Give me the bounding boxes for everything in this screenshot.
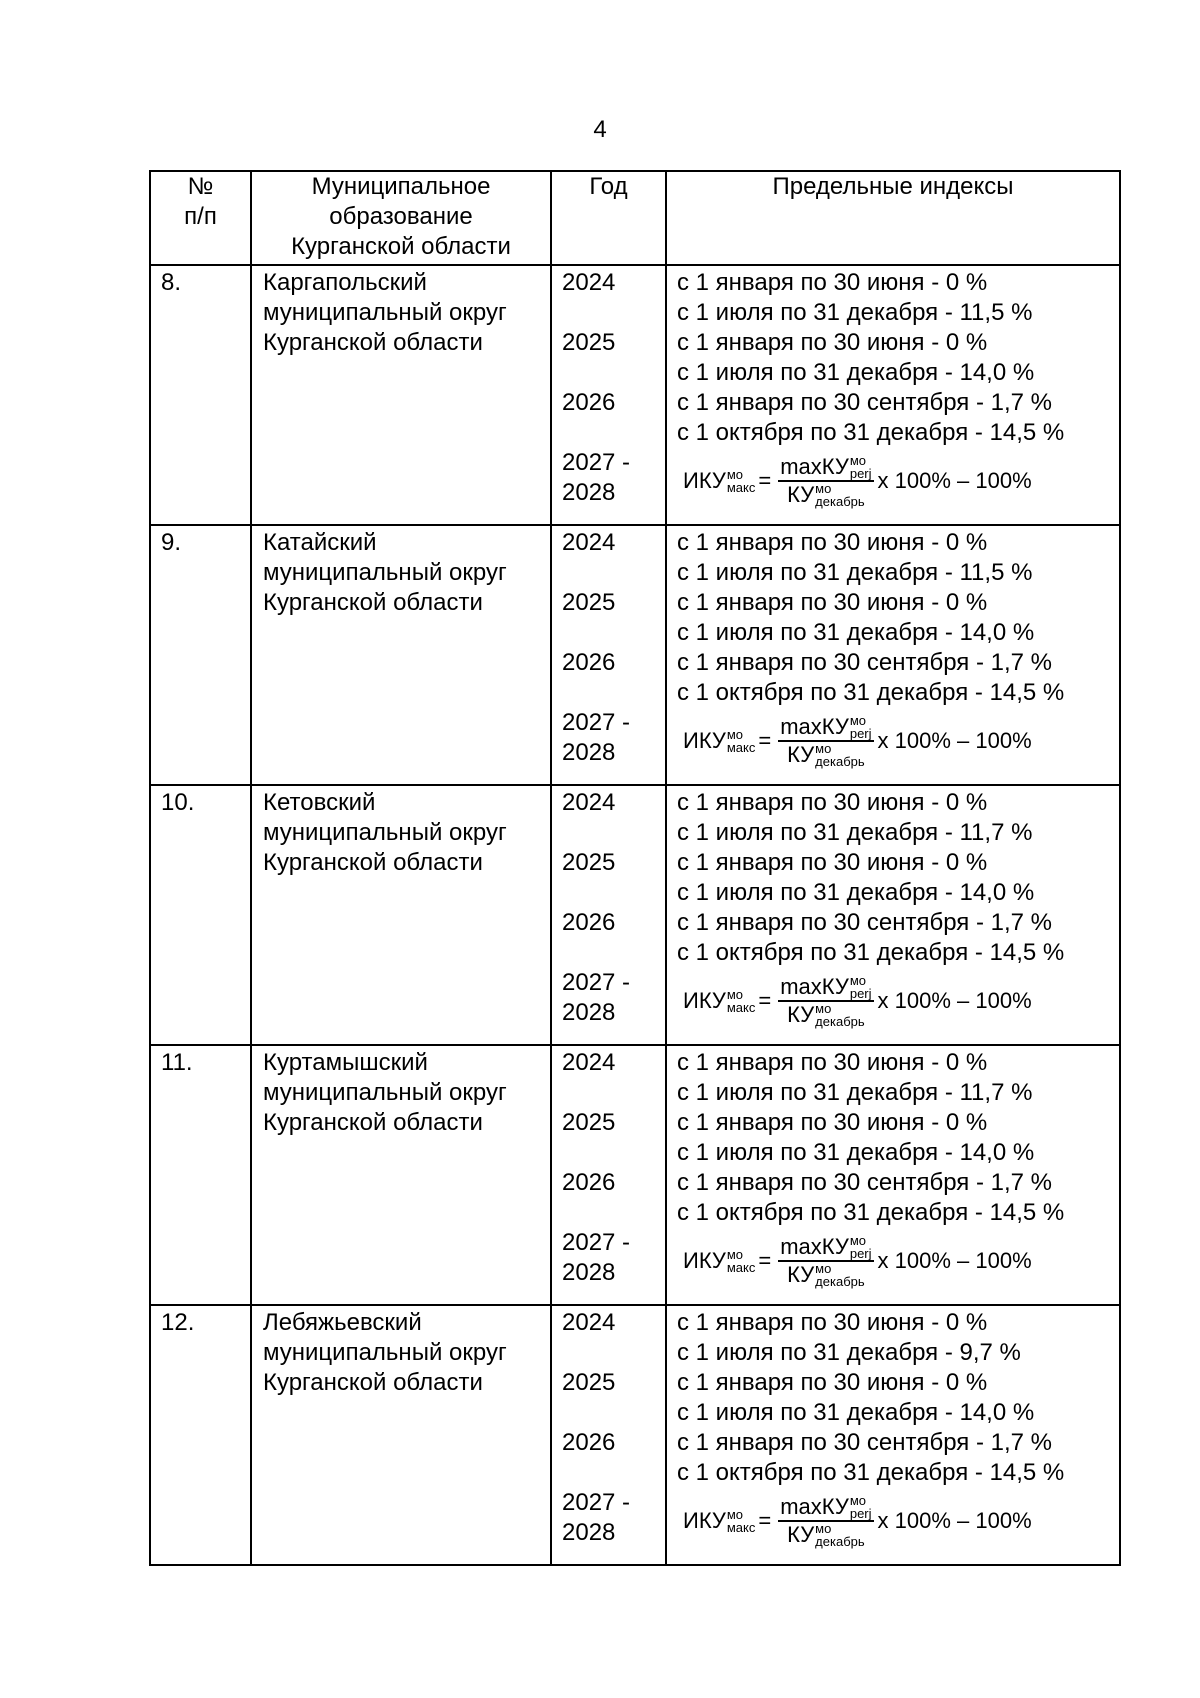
- formula-den-sup: мо: [815, 741, 832, 756]
- municipality-type: муниципальный округ: [263, 1339, 507, 1366]
- formula-num-indices: [850, 1234, 872, 1260]
- header-municipality: [251, 171, 551, 265]
- formula-den-symbol: КУ: [787, 1002, 815, 1027]
- formula-lhs-indices: [727, 728, 756, 754]
- municipality-type: муниципальный округ: [263, 559, 507, 586]
- formula-num-sup: мо: [849, 713, 867, 728]
- formula-den-sup: мо: [815, 1001, 832, 1016]
- table-row: [150, 785, 1120, 1045]
- header-num-line: п/п: [184, 203, 217, 230]
- formula-lhs-sup: мо: [726, 467, 744, 482]
- municipality-cell: [251, 265, 551, 525]
- formula-num-symbol: maxКУ: [780, 1494, 849, 1519]
- formula-den-indices: [815, 1522, 864, 1548]
- formula-lhs-symbol: ИКУ: [683, 1508, 726, 1533]
- index-value: с 1 октября по 31 декабря - 14,5 %: [677, 939, 1065, 966]
- formula-lhs: [683, 726, 755, 756]
- formula-lhs-sub: макс: [726, 1260, 756, 1275]
- year: 2025: [562, 849, 616, 876]
- municipality-cell: [251, 1305, 551, 1565]
- municipality-type: муниципальный округ: [263, 819, 507, 846]
- formula-equals: =: [758, 1508, 772, 1533]
- indices-cell: [666, 265, 1120, 525]
- formula-numerator: [778, 1234, 873, 1262]
- year-range-end: 2028: [562, 479, 616, 506]
- table-row: [150, 525, 1120, 785]
- row-number-cell: [150, 1045, 251, 1305]
- formula-den-indices: [815, 1262, 864, 1288]
- index-value: с 1 июля по 31 декабря - 11,5 %: [677, 559, 1033, 586]
- formula-den-sup: мо: [815, 481, 832, 496]
- formula-lhs-indices: [727, 1508, 756, 1534]
- indices-cell: [666, 1045, 1120, 1305]
- row-number-cell: [150, 265, 251, 525]
- year: 2025: [562, 1109, 616, 1136]
- formula-numerator: [778, 454, 873, 482]
- formula-lhs-symbol: ИКУ: [683, 988, 726, 1013]
- formula-lhs-indices: [727, 468, 756, 494]
- formula-num-sup: мо: [849, 1233, 867, 1248]
- header-num: [150, 171, 251, 265]
- year: 2024: [562, 529, 616, 556]
- formula-num-symbol: maxКУ: [780, 454, 849, 479]
- indices-cell: [666, 525, 1120, 785]
- formula-equals: =: [758, 728, 772, 753]
- row-number: 11.: [161, 1049, 193, 1076]
- index-value: с 1 июля по 31 декабря - 11,7 %: [677, 819, 1033, 846]
- year-range-start: 2027 -: [562, 449, 631, 476]
- formula-equals: =: [758, 468, 772, 493]
- table-row: [150, 1045, 1120, 1305]
- year-range-end: 2028: [562, 739, 616, 766]
- year: 2024: [562, 1309, 616, 1336]
- index-value: с 1 июля по 31 декабря - 11,5 %: [677, 299, 1033, 326]
- row-number-cell: [150, 525, 251, 785]
- year-cell: [551, 1305, 666, 1565]
- index-value: с 1 января по 30 июня - 0 %: [677, 789, 988, 816]
- header-municipality-line: Муниципальное: [311, 173, 491, 200]
- year: 2026: [562, 1169, 616, 1196]
- formula-num-sub: perj: [849, 466, 872, 481]
- year-range-start: 2027 -: [562, 1229, 631, 1256]
- municipality-name: Лебяжьевский: [263, 1309, 422, 1336]
- year-range-end: 2028: [562, 1259, 616, 1286]
- formula-denominator: [787, 482, 865, 508]
- formula-tail: x 100% – 100%: [877, 728, 1032, 753]
- year-cell: [551, 1045, 666, 1305]
- formula-lhs-sub: макс: [726, 1520, 756, 1535]
- municipality-name: Кетовский: [263, 789, 376, 816]
- formula-equals: =: [758, 1248, 772, 1273]
- formula-num-indices: [850, 974, 872, 1000]
- formula-lhs-sub: макс: [726, 740, 756, 755]
- formula-numerator: [778, 714, 873, 742]
- formula-num-symbol: maxКУ: [780, 1234, 849, 1259]
- formula-den-indices: [815, 1002, 864, 1028]
- formula-denominator: [787, 742, 865, 768]
- year: 2024: [562, 1049, 616, 1076]
- index-formula: [683, 1488, 1119, 1554]
- formula-tail: x 100% – 100%: [877, 468, 1032, 493]
- formula-lhs: [683, 1506, 755, 1536]
- index-value: с 1 января по 30 сентября - 1,7 %: [677, 649, 1052, 676]
- year-range: [562, 448, 665, 508]
- index-formula: [683, 448, 1119, 514]
- row-number: 8.: [161, 269, 182, 296]
- index-value: с 1 июля по 31 декабря - 14,0 %: [677, 879, 1035, 906]
- year: 2025: [562, 589, 616, 616]
- formula-fraction: [778, 974, 873, 1028]
- header-num-line: №: [187, 173, 214, 200]
- municipality-region: Курганской области: [263, 849, 483, 876]
- index-formula: [683, 1228, 1119, 1294]
- index-value: с 1 января по 30 июня - 0 %: [677, 529, 988, 556]
- formula-lhs-sup: мо: [726, 1507, 744, 1522]
- index-value: с 1 января по 30 июня - 0 %: [677, 849, 988, 876]
- municipality-cell: [251, 1045, 551, 1305]
- formula-num-sup: мо: [849, 973, 867, 988]
- index-value: с 1 июля по 31 декабря - 9,7 %: [677, 1339, 1021, 1366]
- formula-den-sub: декабрь: [815, 1274, 865, 1289]
- formula-lhs-sup: мо: [726, 727, 744, 742]
- year-range: [562, 708, 665, 768]
- table-row: [150, 265, 1120, 525]
- municipality-cell: [251, 525, 551, 785]
- index-formula: [683, 708, 1119, 774]
- row-number: 9.: [161, 529, 182, 556]
- municipality-name: Катайский: [263, 529, 377, 556]
- table-header-row: [150, 171, 1120, 265]
- year: 2024: [562, 789, 616, 816]
- year-cell: [551, 525, 666, 785]
- formula-den-symbol: КУ: [787, 742, 815, 767]
- header-indices: [666, 171, 1120, 265]
- municipality-type: муниципальный округ: [263, 299, 507, 326]
- index-value: с 1 января по 30 сентября - 1,7 %: [677, 1169, 1052, 1196]
- year-range-end: 2028: [562, 1519, 616, 1546]
- index-value: с 1 июля по 31 декабря - 14,0 %: [677, 359, 1035, 386]
- formula-den-indices: [815, 742, 864, 768]
- formula-num-indices: [850, 1494, 872, 1520]
- formula-num-symbol: maxКУ: [780, 974, 849, 999]
- index-value: с 1 октября по 31 декабря - 14,5 %: [677, 419, 1065, 446]
- formula-num-symbol: maxКУ: [780, 714, 849, 739]
- year-cell: [551, 265, 666, 525]
- tariff-index-table: [149, 170, 1121, 1566]
- formula-lhs-indices: [727, 1248, 756, 1274]
- municipality-name: Куртамышский: [263, 1049, 428, 1076]
- formula-fraction: [778, 1234, 873, 1288]
- row-number: 10.: [161, 789, 195, 816]
- formula-num-sub: perj: [849, 986, 872, 1001]
- formula-lhs-symbol: ИКУ: [683, 728, 726, 753]
- index-value: с 1 января по 30 июня - 0 %: [677, 589, 988, 616]
- year-range: [562, 1228, 665, 1288]
- index-value: с 1 января по 30 июня - 0 %: [677, 329, 988, 356]
- municipality-type: муниципальный округ: [263, 1079, 507, 1106]
- formula-num-sub: perj: [849, 1246, 872, 1261]
- year-range: [562, 1488, 665, 1548]
- formula-lhs: [683, 986, 755, 1016]
- formula-tail: x 100% – 100%: [877, 1248, 1032, 1273]
- formula-num-sub: perj: [849, 726, 872, 741]
- formula-equals: =: [758, 988, 772, 1013]
- index-value: с 1 января по 30 июня - 0 %: [677, 1309, 988, 1336]
- formula-denominator: [787, 1262, 865, 1288]
- year-range-start: 2027 -: [562, 969, 631, 996]
- formula-lhs: [683, 1246, 755, 1276]
- index-value: с 1 января по 30 июня - 0 %: [677, 1369, 988, 1396]
- formula-den-sub: декабрь: [815, 1014, 865, 1029]
- formula-den-symbol: КУ: [787, 1522, 815, 1547]
- formula-lhs-symbol: ИКУ: [683, 1248, 726, 1273]
- header-municipality-line: Курганской области: [291, 233, 511, 260]
- index-value: с 1 января по 30 июня - 0 %: [677, 1109, 988, 1136]
- municipality-cell: [251, 785, 551, 1045]
- municipality-name: Каргапольский: [263, 269, 427, 296]
- municipality-region: Курганской области: [263, 1369, 483, 1396]
- formula-lhs-sup: мо: [726, 1247, 744, 1262]
- formula-num-sup: мо: [849, 453, 867, 468]
- formula-num-indices: [850, 714, 872, 740]
- index-value: с 1 октября по 31 декабря - 14,5 %: [677, 679, 1065, 706]
- formula-fraction: [778, 1494, 873, 1548]
- formula-tail: x 100% – 100%: [877, 988, 1032, 1013]
- municipality-region: Курганской области: [263, 589, 483, 616]
- formula-den-sub: декабрь: [815, 494, 865, 509]
- formula-num-indices: [850, 454, 872, 480]
- index-value: с 1 июля по 31 декабря - 14,0 %: [677, 1139, 1035, 1166]
- formula-den-indices: [815, 482, 864, 508]
- index-value: с 1 января по 30 сентября - 1,7 %: [677, 1429, 1052, 1456]
- index-value: с 1 июля по 31 декабря - 11,7 %: [677, 1079, 1033, 1106]
- formula-lhs-indices: [727, 988, 756, 1014]
- year: 2026: [562, 1429, 616, 1456]
- index-value: с 1 января по 30 июня - 0 %: [677, 1049, 988, 1076]
- formula-lhs: [683, 466, 755, 496]
- municipality-region: Курганской области: [263, 329, 483, 356]
- index-value: с 1 октября по 31 декабря - 14,5 %: [677, 1459, 1065, 1486]
- row-number-cell: [150, 785, 251, 1045]
- year: 2026: [562, 909, 616, 936]
- formula-tail: x 100% – 100%: [877, 1508, 1032, 1533]
- year: 2025: [562, 1369, 616, 1396]
- formula-lhs-symbol: ИКУ: [683, 468, 726, 493]
- index-formula: [683, 968, 1119, 1034]
- year-range: [562, 968, 665, 1028]
- formula-numerator: [778, 974, 873, 1002]
- year-cell: [551, 785, 666, 1045]
- index-value: с 1 января по 30 июня - 0 %: [677, 269, 988, 296]
- header-municipality-line: образование: [329, 203, 473, 230]
- formula-lhs-sub: макс: [726, 480, 756, 495]
- table-row: [150, 1305, 1120, 1565]
- row-number-cell: [150, 1305, 251, 1565]
- municipality-region: Курганской области: [263, 1109, 483, 1136]
- formula-denominator: [787, 1002, 865, 1028]
- index-value: с 1 января по 30 сентября - 1,7 %: [677, 909, 1052, 936]
- formula-den-sup: мо: [815, 1261, 832, 1276]
- formula-fraction: [778, 454, 873, 508]
- formula-denominator: [787, 1522, 865, 1548]
- year-range-start: 2027 -: [562, 1489, 631, 1516]
- header-year: [551, 171, 666, 265]
- formula-num-sub: perj: [849, 1506, 872, 1521]
- index-value: с 1 января по 30 сентября - 1,7 %: [677, 389, 1052, 416]
- year-range-end: 2028: [562, 999, 616, 1026]
- index-value: с 1 июля по 31 декабря - 14,0 %: [677, 619, 1035, 646]
- row-number: 12.: [161, 1309, 195, 1336]
- formula-numerator: [778, 1494, 873, 1522]
- year-range-start: 2027 -: [562, 709, 631, 736]
- header-indices-label: Предельные индексы: [772, 173, 1014, 200]
- year: 2025: [562, 329, 616, 356]
- year: 2024: [562, 269, 616, 296]
- formula-lhs-sup: мо: [726, 987, 744, 1002]
- formula-den-sub: декабрь: [815, 1534, 865, 1549]
- indices-cell: [666, 1305, 1120, 1565]
- formula-den-symbol: КУ: [787, 1262, 815, 1287]
- formula-num-sup: мо: [849, 1493, 867, 1508]
- header-year-label: Год: [589, 173, 628, 200]
- indices-cell: [666, 785, 1120, 1045]
- index-value: с 1 июля по 31 декабря - 14,0 %: [677, 1399, 1035, 1426]
- formula-den-symbol: КУ: [787, 482, 815, 507]
- year: 2026: [562, 389, 616, 416]
- formula-den-sup: мо: [815, 1521, 832, 1536]
- formula-den-sub: декабрь: [815, 754, 865, 769]
- page-number: 4: [593, 116, 607, 143]
- formula-fraction: [778, 714, 873, 768]
- index-value: с 1 октября по 31 декабря - 14,5 %: [677, 1199, 1065, 1226]
- year: 2026: [562, 649, 616, 676]
- formula-lhs-sub: макс: [726, 1000, 756, 1015]
